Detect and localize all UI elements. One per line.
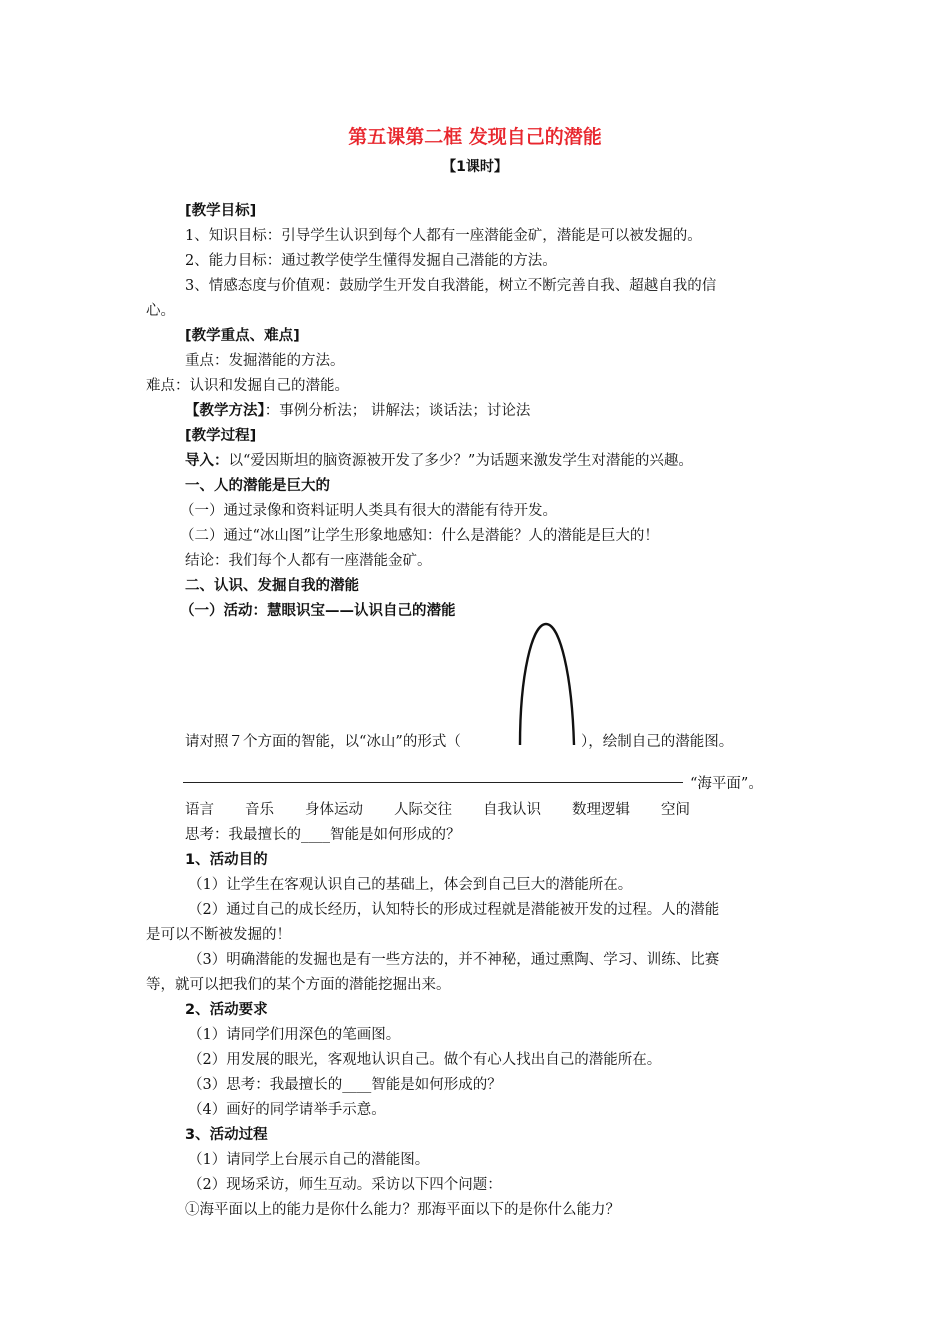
- section-1-title: 一、人的潜能是巨大的: [185, 478, 330, 494]
- methods-label: 【教学方法】: [185, 403, 265, 419]
- requirement-4: （4）画好的同学请举手示意。: [188, 1102, 386, 1118]
- key-point: 重点：发掘潜能的方法。: [185, 353, 345, 369]
- requirements-title: 2、活动要求: [185, 1002, 268, 1018]
- section-1-point-1: （一）通过录像和资料证明人类具有很大的潜能有待开发。: [180, 503, 557, 519]
- section-1-point-2: （二）通过“冰山图”让学生形象地感知：什么是潜能？人的潜能是巨大的！: [180, 528, 659, 544]
- keypoints-heading: [教学重点、难点]: [185, 328, 300, 344]
- page-title: 第五课第二框 发现自己的潜能: [348, 126, 602, 148]
- purpose-3-cont: 等，就可以把我们的某个方面的潜能挖掘出来。: [146, 977, 451, 993]
- process-heading: [教学过程]: [185, 428, 257, 444]
- intro-label: 导入：: [185, 453, 229, 469]
- procedure-2: （2）现场采访，师生互动。采访以下四个问题：: [188, 1177, 502, 1193]
- intelligence-item: 空间: [661, 802, 690, 818]
- goal-ability: 2、能力目标：通过教学使学生懂得发掘自己潜能的方法。: [185, 253, 557, 269]
- methods-line: [185, 401, 530, 421]
- intro-line: [185, 451, 693, 471]
- intelligence-item: 人际交往: [394, 802, 452, 818]
- intelligence-item: 数理逻辑: [572, 802, 630, 818]
- requirement-1: （1）请同学们用深色的笔画图。: [188, 1027, 401, 1043]
- draw-prompt-start: 请对照７个方面的智能，以“冰山”的形式（: [185, 734, 461, 750]
- intelligence-item: 语言: [185, 802, 214, 818]
- purpose-2-cont: 是可以不断被发掘的！: [146, 927, 291, 943]
- section-2-activity: （一）活动：慧眼识宝——认识自己的潜能: [180, 603, 456, 619]
- procedure-title: 3、活动过程: [185, 1127, 268, 1143]
- purpose-1: （1）让学生在客观认识自己的基础上，体会到自己巨大的潜能所在。: [188, 877, 633, 893]
- section-1-conclusion: 结论：我们每个人都有一座潜能金矿。: [185, 553, 432, 569]
- draw-prompt-end: ），绘制自己的潜能图。: [581, 734, 734, 750]
- intro-text: 以“爱因斯坦的脑资源被开发了多少？”为话题来激发学生对潜能的兴趣。: [228, 453, 693, 469]
- procedure-question-1: ①海平面以上的能力是你什么能力？那海平面以下的是你什么能力？: [185, 1202, 620, 1218]
- goal-attitude-cont: 心。: [146, 303, 175, 319]
- purpose-title: 1、活动目的: [185, 852, 268, 868]
- think-question: 思考：我最擅长的____智能是如何形成的？: [185, 827, 461, 843]
- purpose-2: （2）通过自己的成长经历，认知特长的形成过程就是潜能被开发的过程。人的潜能: [188, 902, 720, 918]
- iceberg-arch-icon: [512, 620, 582, 750]
- sea-level-line: [183, 782, 683, 783]
- goal-attitude: 3、情感态度与价值观：鼓励学生开发自我潜能，树立不断完善自我、超越自我的信: [185, 278, 717, 294]
- intelligence-item: 音乐: [245, 802, 274, 818]
- sea-level-label: “海平面”。: [690, 776, 763, 792]
- section-2-title: 二、认识、发掘自我的潜能: [185, 578, 359, 594]
- page-subtitle: 【1课时】: [442, 159, 508, 175]
- purpose-3: （3）明确潜能的发掘也是有一些方法的，并不神秘，通过熏陶、学习、训练、比赛: [188, 952, 720, 968]
- difficult-point: 难点：认识和发掘自己的潜能。: [146, 378, 349, 394]
- goals-heading: [教学目标]: [185, 203, 257, 219]
- procedure-1: （1）请同学上台展示自己的潜能图。: [188, 1152, 430, 1168]
- methods-text: ：事例分析法； 讲解法；谈话法；讨论法: [264, 403, 531, 419]
- intelligence-item: 自我认识: [483, 802, 541, 818]
- intelligence-item: 身体运动: [305, 802, 363, 818]
- goal-knowledge: 1、知识目标：引导学生认识到每个人都有一座潜能金矿，潜能是可以被发掘的。: [185, 228, 702, 244]
- requirement-3: （3）思考：我最擅长的____智能是如何形成的？: [188, 1077, 502, 1093]
- requirement-2: （2）用发展的眼光，客观地认识自己。做个有心人找出自己的潜能所在。: [188, 1052, 662, 1068]
- intelligence-list: [185, 800, 721, 820]
